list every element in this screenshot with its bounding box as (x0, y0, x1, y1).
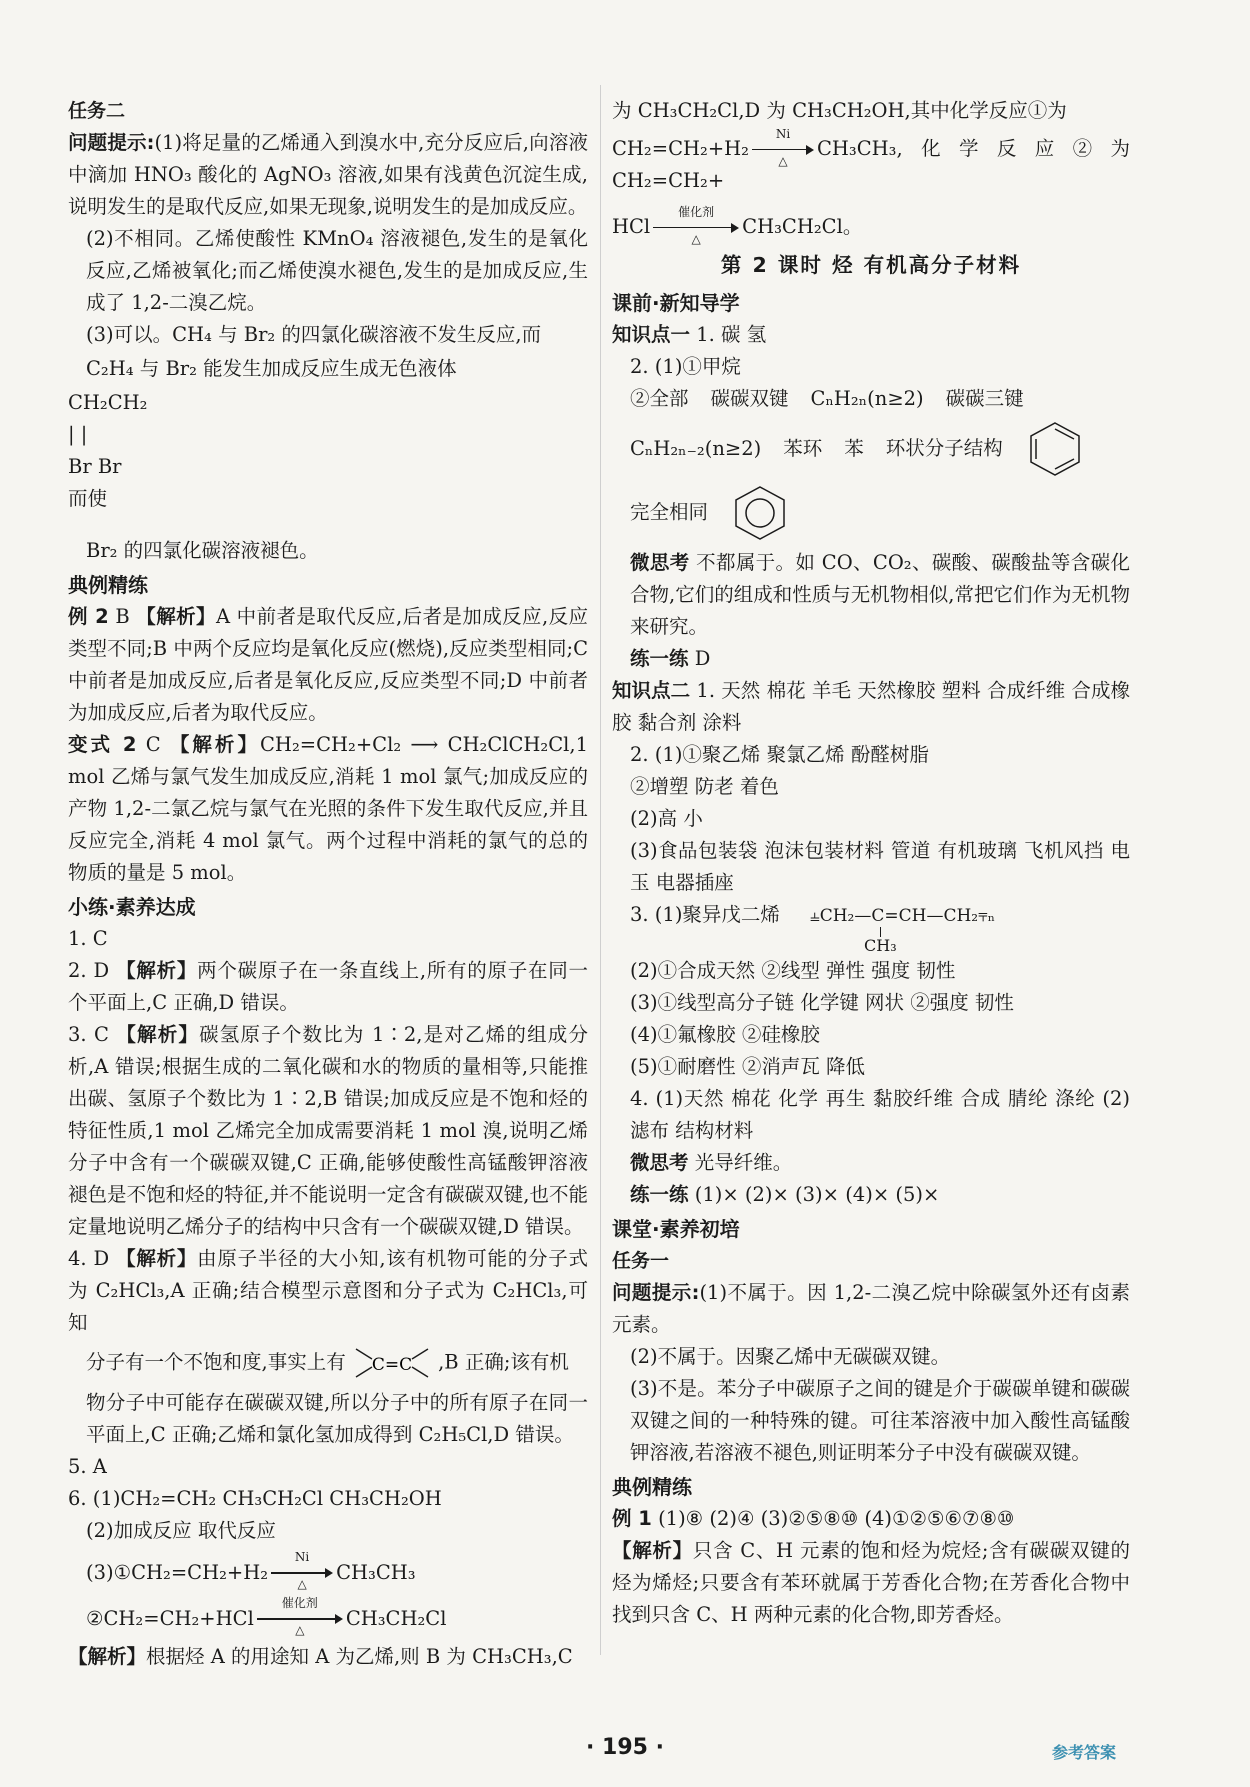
example-2 (68, 601, 588, 729)
polyisoprene-formula: ⫨CH₂—C=CH—CH₂⫧ₙ (810, 906, 996, 926)
eq2-left: ②CH₂=CH₂+HCl (86, 1606, 254, 1630)
answer-3 (68, 1019, 588, 1243)
r-eq2-condition: △ (691, 231, 701, 246)
task-1-hint-3: (3)不是。苯分子中碳原子之间的键是介于碳碳单键和碳碳双键之间的一种特殊的键。可往苯溶液中加入酸性高锰酸钾溶液,若溶液不褪色,则证明苯分子中没有碳碳双键。 (630, 1377, 1130, 1464)
task-1-hint-2: (2)不属于。因聚乙烯中无碳碳双键。 (630, 1345, 951, 1368)
r-eq2-right: CH₃CH₂Cl。 (742, 215, 863, 238)
example-1-tag: 例 1 (612, 1507, 652, 1530)
answer-2 (68, 955, 588, 1019)
k1-4b: 苯环 (783, 436, 823, 460)
k1-4c: 苯 (844, 436, 864, 460)
k2-6-pre: 3. (1)聚异戊二烯 (630, 903, 780, 926)
cc-label: C=C (371, 1354, 413, 1375)
answer-4-text2-pre: 分子有一个不饱和度,事实上有 (86, 1350, 346, 1373)
section-ketang: 课堂·素养初培 (612, 1217, 740, 1241)
polyisoprene-methyl: CH₃ (864, 936, 897, 955)
section-dianli-2: 典例精练 (612, 1475, 692, 1499)
answer-2-jiexi: 【解析】 (116, 958, 198, 982)
answer-6-jiexi-text: 根据烃 A 的用途知 A 为乙烯,则 B 为 CH₃CH₃,C (146, 1644, 573, 1668)
example-1 (612, 1503, 1130, 1535)
hint-3b-pre: C₂H₄ 与 Br₂ 能发生加成反应生成无色液体 (86, 357, 457, 380)
knowledge-2-line3: ②增塑 防老 着色 (630, 775, 779, 798)
task-1-hint-1-text: (1)不属于。因 1,2-二溴乙烷中除碳氢外还有卤素元素。 (612, 1281, 1130, 1336)
lesson-title: 第 2 课时 烃 有机高分子材料 (720, 253, 1022, 277)
hint-1-text: (1)将足量的乙烯通入到溴水中,充分反应后,向溶液中滴加 HNO₃ 酸化的 AgNO₃ 溶液,如果有浅黄色沉淀生成,说明发生的是取代反应,如果无现象,说明发生的是加成反应。 (68, 131, 588, 218)
r-eq2-left: HCl (612, 215, 651, 238)
example-2-answer: B (115, 604, 130, 628)
practice-1-tag: 练一练 (630, 647, 689, 670)
knowledge-2-line11: 4. (1)天然 棉花 化学 再生 黏胶纤维 合成 腈纶 涤纶 (2)滤布 结构材料 (630, 1087, 1130, 1142)
eq2-catalyst: 催化剂 (281, 1596, 318, 1610)
hint-3: (3)可以。CH₄ 与 Br₂ 的四氯化碳溶液不发生反应,而 (86, 323, 542, 346)
struct-bot: Br Br (68, 455, 122, 478)
example-1-jiexi-tag: 【解析】 (612, 1539, 693, 1562)
answer-4 (68, 1243, 588, 1339)
answer-6-2: (2)加成反应 取代反应 (86, 1518, 276, 1542)
hint-3c: Br₂ 的四氯化碳溶液褪色。 (86, 538, 319, 562)
polyisoprene-branch (864, 927, 897, 955)
answer-6-3 (68, 1550, 588, 1591)
micro-think-2-tag: 微思考 (630, 1151, 689, 1174)
answer-4-line2 (68, 1343, 588, 1383)
knowledge-2-line7: (2)①合成天然 ②线型 弹性 强度 韧性 (630, 959, 956, 982)
knowledge-2-line8: (3)①线型高分子链 化学键 网状 ②强度 韧性 (630, 991, 1014, 1014)
k1-4a: CₙH₂ₙ₋₂(n≥2) (630, 436, 762, 460)
example-1-jiexi (612, 1535, 1130, 1631)
hint-3b (68, 353, 588, 385)
example-1-jiexi-text: 只含 C、H 元素的饱和烃为烷烃;含有碳碳双键的烃为烯烃;只要含有苯环就属于芳香化合物;在芳香化合物中找到只含 C、H 两种元素的化合物,即芳香烃。 (612, 1539, 1130, 1626)
r-eq1-condition: △ (778, 153, 788, 168)
variant-2-text: CH₂=CH₂+Cl₂ ⟶ CH₂ClCH₂Cl,1 mol 乙烯与氯气发生加成反应,消耗 1 mol 氯气;加成反应的产物 1,2-二氯乙烷与氯气在光照的条件下发生取代反应,并且反应完全,消耗 4 mol 氯气。两个过程中消耗的氯气的总的物质的量是 5 mol。 (68, 732, 588, 884)
task-1-hint-1 (612, 1277, 1130, 1341)
knowledge-2-line10: (5)①耐磨性 ②消声瓦 降低 (630, 1055, 866, 1078)
knowledge-2-line1: 1. 天然 棉花 羊毛 天然橡胶 塑料 合成纤维 合成橡胶 黏合剂 涂料 (612, 679, 1130, 734)
eq2-condition: △ (295, 1623, 305, 1637)
hint-label: 问题提示: (68, 131, 155, 154)
eq1-condition: △ (297, 1577, 307, 1591)
cc-double-bond-icon (352, 1343, 432, 1383)
answer-5: 5. A (68, 1454, 107, 1478)
answer-6-jiexi (68, 1641, 588, 1673)
struct-top: CH₂CH₂ (68, 391, 148, 414)
k1-3d: 碳碳三键 (945, 387, 1024, 410)
column-divider (600, 85, 601, 1655)
answer-2-pre: 2. D (68, 958, 110, 982)
eq1-right: CH₃CH₃ (336, 1560, 416, 1584)
example-1-text: (1)⑧ (2)④ (3)②⑤⑧⑩ (4)①②⑤⑥⑦⑧⑩ (658, 1507, 1015, 1530)
variant-2-answer: C (145, 732, 161, 756)
knowledge-2-line5: (3)食品包装袋 泡沫包装材料 管道 有机玻璃 飞机风挡 电玉 电器插座 (630, 839, 1130, 894)
micro-think-1-text: 不都属于。如 CO、CO₂、碳酸、碳酸盐等含碳化合物,它们的组成和性质与无机物相似,常把它们作为无机物来研究。 (630, 551, 1130, 638)
knowledge-1-line1: 1. 碳 氢 (696, 323, 767, 346)
r-eq1-left: CH₂=CH₂+H₂ (612, 137, 749, 160)
r-eq1-right: CH₃CH₃,化学反应②为 CH₂=CH₂+ (612, 137, 1130, 192)
micro-think-1 (612, 547, 1130, 643)
answer-4-jiexi: 【解析】 (116, 1246, 198, 1270)
hint-3b-post: 而使 (68, 487, 108, 510)
practice-2 (612, 1179, 1130, 1211)
practice-1-answer: D (694, 647, 711, 670)
section-keqian: 课前·新知导学 (612, 291, 740, 315)
k1-3a: ②全部 (630, 387, 689, 410)
answer-4-text2-post: ,B 正确;该有机 (438, 1350, 569, 1373)
eq1-left: (3)①CH₂=CH₂+H₂ (86, 1560, 269, 1584)
answer-6-jiexi-tag: 【解析】 (68, 1644, 147, 1668)
micro-think-2 (612, 1147, 1130, 1179)
task-heading: 任务二 (68, 100, 126, 122)
knowledge-2 (612, 675, 1130, 739)
variant-2-tag: 变式 2 (68, 732, 137, 756)
knowledge-1-line5 (612, 483, 1130, 543)
left-column (68, 95, 588, 1673)
reaction-arrow (271, 1550, 333, 1591)
answer-1: 1. C (68, 926, 108, 950)
knowledge-1-line3 (612, 383, 1130, 415)
example-2-tag: 例 2 (68, 604, 109, 628)
r-eq2-catalyst: 催化剂 (678, 204, 715, 219)
k1-4d: 环状分子结构 (885, 436, 1003, 460)
answer-2-text: 两个碳原子在一条直线上,所有的原子在同一个平面上,C 正确,D 错误。 (68, 958, 588, 1014)
reaction-arrow (752, 126, 814, 168)
answer-6-1: 6. (1)CH₂=CH₂ CH₃CH₂Cl CH₃CH₂OH (68, 1486, 442, 1510)
k1-5: 完全相同 (630, 500, 709, 524)
hint-1 (68, 127, 588, 223)
knowledge-1-line4 (612, 419, 1130, 479)
answer-4-line3: 物分子中可能存在碳碳双键,所以分子中的所有原子在同一平面上,C 正确;乙烯和氯化氢加成得到 C₂H₅Cl,D 错误。 (86, 1390, 588, 1446)
section-dianli: 典例精练 (68, 572, 148, 597)
answer-3-pre: 3. C (68, 1022, 109, 1046)
knowledge-2-line2: 2. (1)①聚乙烯 聚氯乙烯 酚醛树脂 (630, 743, 929, 766)
reaction-arrow (257, 1596, 343, 1637)
k1-3b: 碳碳双键 (710, 387, 789, 410)
answer-6-4 (68, 1596, 588, 1637)
variant-2 (68, 729, 588, 889)
micro-think-1-tag: 微思考 (630, 551, 690, 574)
eq2-right: CH₃CH₂Cl (345, 1606, 447, 1630)
answer-4-text1: 由原子半径的大小知,该有机物可能的分子式为 C₂HCl₃,A 正确;结合模型示意图和分子式为 C₂HCl₃,可知 (68, 1246, 588, 1334)
r-eq1-catalyst: Ni (775, 126, 791, 141)
struct-mid: | | (68, 423, 88, 446)
answer-3-jiexi: 【解析】 (116, 1022, 200, 1046)
micro-think-2-text: 光导纤维。 (694, 1151, 793, 1174)
practice-2-text: (1)× (2)× (3)× (4)× (5)× (694, 1183, 940, 1206)
reaction-arrow (653, 204, 739, 246)
benzene-kekule-icon (1027, 419, 1083, 479)
knowledge-2-tag: 知识点二 (612, 679, 691, 702)
knowledge-2-line9: (4)①氟橡胶 ②硅橡胶 (630, 1023, 820, 1046)
answer-key-label: 参考答案 (1052, 1743, 1117, 1762)
task-1-hint-label: 问题提示: (612, 1281, 700, 1304)
task-1-heading: 任务一 (612, 1250, 670, 1272)
page-number: · 195 · (586, 1735, 664, 1760)
section-xiaolian: 小练·素养达成 (68, 894, 196, 919)
k1-3c: CₙH₂ₙ(n≥2) (810, 387, 924, 410)
variant-2-jiexi: 【解析】 (169, 732, 261, 756)
right-line-1: 为 CH₃CH₂Cl,D 为 CH₃CH₂OH,其中化学反应①为 (612, 99, 1067, 122)
knowledge-2-line6 (612, 899, 1130, 955)
answer-3-text: 碳氢原子个数比为 1∶2,是对乙烯的组成分析,A 错误;根据生成的二氧化碳和水的物质的量相等,只能推出碳、氢原子个数比为 1∶2,B 错误;加成反应是不饱和烃的特征性质,1 mol 乙烯完全加成需要消耗 1 mol 溴,说明乙烯分子中含有一个碳碳双键,C 正确,能够使酸性高锰酸钾溶液褪色是不饱和烃的特征,并不能说明一定含有碳碳双键,也不能定量地说明乙烯分子的结构中只含有一个碳碳双键,D 错误。 (68, 1022, 588, 1238)
knowledge-1-tag: 知识点一 (612, 323, 691, 346)
right-column (612, 95, 1130, 1631)
eq1-catalyst: Ni (294, 1550, 310, 1564)
example-2-jiexi: 【解析】 (136, 604, 216, 628)
knowledge-2-line4: (2)高 小 (630, 807, 703, 830)
hint-2: (2)不相同。乙烯使酸性 KMnO₄ 溶液褪色,发生的是氧化反应,乙烯被氧化;而乙烯使溴水褪色,发生的是加成反应,生成了 1,2-二溴乙烷。 (86, 227, 588, 314)
practice-1 (612, 643, 1130, 675)
right-line-3 (612, 204, 1130, 246)
right-line-2 (612, 126, 1130, 197)
answer-4-pre: 4. D (68, 1246, 110, 1270)
knowledge-1 (612, 319, 1130, 351)
knowledge-1-line2: 2. (1)①甲烷 (630, 355, 741, 378)
benzene-circle-icon (732, 483, 788, 543)
practice-2-tag: 练一练 (630, 1183, 689, 1206)
example-2-text: A 中前者是取代反应,后者是加成反应,反应类型不同;B 中两个反应均是氧化反应(燃烧),反应类型相同;C 中前者是加成反应,后者是氧化反应,反应类型不同;D 中前者为加成反应,后者为取代反应。 (68, 604, 589, 724)
